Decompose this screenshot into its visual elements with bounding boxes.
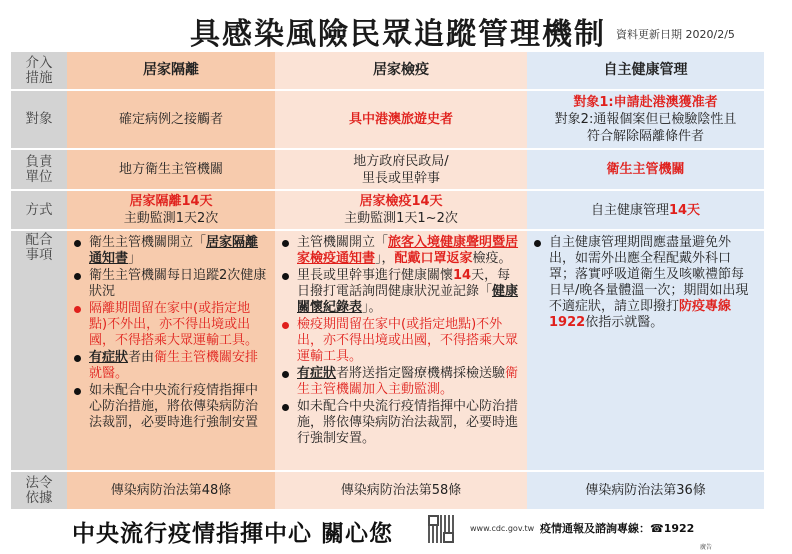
target-2-cont: 符合解除隔離條件者 (586, 129, 704, 144)
method-duration: 居家隔離14天 (129, 194, 213, 209)
column-header-home-quarantine: 居家檢疫 (275, 52, 527, 89)
item-text: 依指示就醫。 (585, 315, 664, 330)
law-self-health-management: 傳染病防治法第36條 (527, 472, 764, 509)
item-text: 如未配合中央流行疫情指揮中心防治措施，將依傳染病防治法裁罰，必要時進行強制安置 (89, 383, 259, 430)
item-text: 主管機關開立「 (297, 235, 389, 250)
item-text: 天，每日撥打電話詢問健康狀況並記錄「 (297, 268, 511, 299)
items-home-isolation (67, 231, 275, 470)
list-item (279, 317, 519, 365)
row-label-line: 法令 (25, 474, 53, 491)
row-label-unit (11, 150, 67, 189)
target-home-isolation: 確定病例之接觸者 (67, 91, 275, 148)
item-text-red: 衛生主管機關安排就醫。 (89, 350, 259, 381)
hotline-label: 疫情通報及諮詢專線： (540, 522, 650, 535)
bullet-list (67, 231, 275, 432)
update-date: 資料更新日期 2020/2/5 (616, 28, 735, 41)
unit-self-health-management: 衛生主管機關 (527, 150, 764, 189)
method-duration: 14天 (668, 202, 701, 218)
items-self-health-management (527, 231, 764, 470)
law-home-isolation: 傳染病防治法第48條 (67, 472, 275, 509)
qr-code-icon[interactable] (428, 515, 454, 543)
management-table (11, 52, 764, 509)
item-text: 衛生主管機關每日追蹤2次健康狀況 (89, 268, 267, 299)
row-label-target (11, 91, 67, 148)
item-text-red: 衛生主管機關加入主動監測。 (297, 366, 519, 397)
list-item (279, 235, 519, 267)
target-2: 對象2:通報個案但已檢驗陰性且 (554, 112, 737, 127)
item-text: 自主健康管理期間應盡量避免外出，如需外出應全程配戴外科口罩；落實呼吸道衛生及咳嗽禮節每日早/晚各量體溫一次；期間如出現不適症狀，請立即撥打 (549, 235, 749, 314)
row-label-line: 依據 (25, 489, 53, 506)
item-emphasis: 有症狀 (297, 366, 337, 381)
item-text: 」 (128, 251, 142, 266)
method-home-quarantine (275, 191, 527, 229)
row-label-law (11, 472, 67, 509)
item-text: 里長或里幹事進行健康關懷 (297, 268, 454, 283)
corner-label (11, 52, 67, 89)
row-label-items (11, 231, 67, 470)
item-emphasis: 有症狀 (89, 350, 129, 365)
hotline-text: 防疫專線1922 (549, 299, 732, 330)
row-label-line: 事項 (25, 247, 53, 263)
method-duration: 居家檢疫14天 (359, 194, 443, 209)
column-header-home-isolation: 居家隔離 (67, 52, 275, 89)
list-item (531, 235, 756, 331)
item-text: 檢疫。 (472, 251, 512, 266)
list-item (71, 268, 267, 300)
hotline (540, 520, 694, 536)
hotline-number: 1922 (663, 522, 695, 535)
unit-line: 里長或里幹事 (361, 170, 440, 186)
column-header-self-health-management: 自主健康管理 (527, 52, 764, 89)
item-doc-name: 居家隔離通知書 (89, 235, 259, 266)
list-item (71, 350, 267, 382)
item-text: 」， (375, 251, 395, 266)
item-text: 者將送指定醫療機構採檢送驗 (336, 366, 506, 381)
method-self-health-management (527, 191, 764, 229)
ad-mark: 廣告 (700, 544, 713, 551)
item-text-red: 配戴口罩返家 (394, 251, 473, 266)
unit-home-isolation: 地方衛生主管機關 (67, 150, 275, 189)
list-item (279, 399, 519, 447)
target-self-health-management (527, 91, 764, 148)
page-title: 具感染風險民眾追蹤管理機制 (190, 17, 606, 52)
bullet-list (527, 231, 764, 332)
list-item (279, 268, 519, 316)
items-home-quarantine (275, 231, 527, 470)
method-monitoring: 主動監測1天1~2次 (344, 211, 458, 226)
row-label-line: 對象 (25, 111, 53, 127)
row-label-method (11, 191, 67, 229)
target-1: 對象1:申請赴港澳獲准者 (573, 95, 718, 110)
method-monitoring: 主動監測1天2次 (123, 211, 219, 226)
item-text-red: 檢疫期間留在家中(或指定地點)不外出，亦不得出境或出國，不得搭乘大眾運輸工具。 (297, 317, 519, 364)
corner-label-line: 措施 (25, 69, 53, 86)
row-label-line: 負責 (25, 153, 53, 170)
row-label-line: 配合 (25, 232, 53, 248)
item-text: 」。 (362, 300, 382, 315)
method-text: 自主健康管理 (590, 202, 669, 218)
law-home-quarantine: 傳染病防治法第58條 (275, 472, 527, 509)
item-text: 如未配合中央流行疫情指揮中心防治措施，將依傳染病防治法裁罰，必要時進行強制安置。 (297, 399, 519, 446)
row-label-line: 方式 (25, 201, 53, 218)
unit-line: 地方政府民政局/ (353, 153, 449, 169)
target-home-quarantine: 具中港澳旅遊史者 (275, 91, 527, 148)
method-home-isolation (67, 191, 275, 229)
row-label-line: 單位 (25, 168, 53, 185)
website-link[interactable]: www.cdc.gov.tw (470, 524, 535, 533)
corner-label-line: 介入 (25, 54, 53, 71)
item-text: 者由 (128, 350, 155, 365)
unit-home-quarantine (275, 150, 527, 189)
bullet-list (275, 231, 527, 448)
phone-icon: ☎ (650, 522, 664, 535)
list-item (279, 366, 519, 398)
item-doc-name: 旅客入境健康聲明暨居家檢疫通知書 (297, 235, 519, 266)
item-doc-name: 健康關懷紀錄表 (297, 284, 519, 315)
list-item (71, 301, 267, 349)
item-text-red: 14 (453, 268, 472, 283)
item-text-red: 隔離期間留在家中(或指定地點)不外出，亦不得出境或出國，不得搭乘大眾運輸工具。 (89, 301, 259, 348)
list-item (71, 383, 267, 431)
org-slogan: 中央流行疫情指揮中心 關心您 (72, 521, 394, 547)
list-item (71, 235, 267, 267)
item-text: 衛生主管機關開立「 (89, 235, 207, 250)
